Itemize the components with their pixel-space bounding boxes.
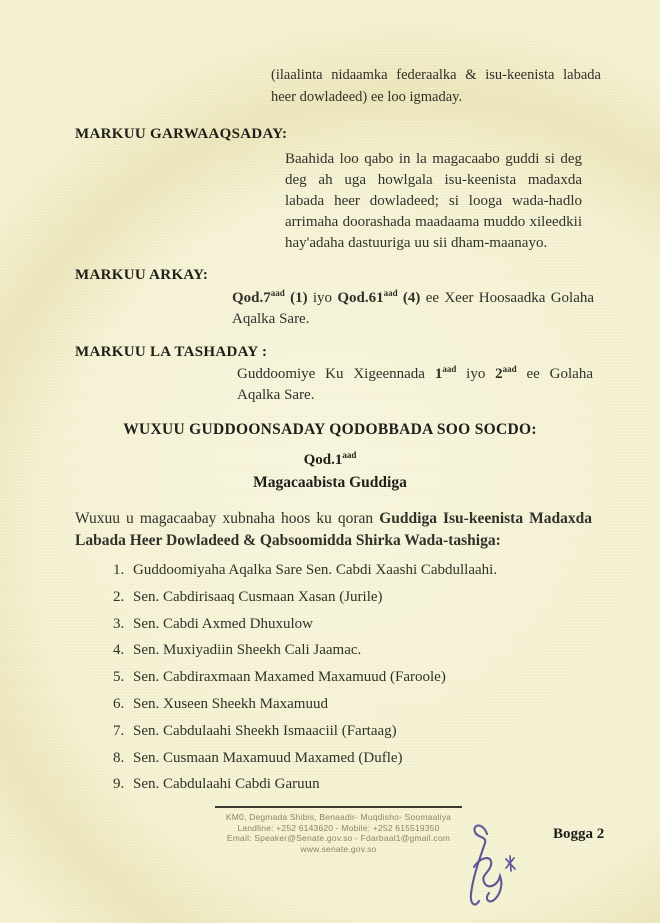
- list-item: [113, 561, 593, 588]
- clause-body-arkay: Qod.7$^{aad}$ (1) iyo Qod.61$^{aad}$ (4) ee Xeer Hoosaadka Golaha Aqalka Sare.: [232, 288, 595, 327]
- list-item: [113, 641, 593, 668]
- footer-phones: Landline: +252 6143620 - Mobile: +252 615519350: [237, 822, 440, 833]
- list-item-name: Sen. Cabdulaahi Sheekh Ismaaciil (Fartaag): [133, 722, 397, 739]
- list-item: [113, 695, 593, 722]
- footer-address: KM0, Degmada Shibis, Benaadir- Muqdisho- Soomaaliya: [225, 812, 452, 822]
- list-item: [113, 722, 593, 749]
- clause-continuation-text: (ilaalinta nidaamka federaalka & isu-keenista labada heer dowladeed) ee loo igmaday.: [271, 67, 601, 105]
- article-title: Magacaabista Guddiga: [253, 474, 407, 491]
- list-item-number: 1.: [113, 562, 125, 578]
- list-item-number: 3.: [113, 615, 125, 632]
- list-item-number: 2.: [113, 588, 125, 605]
- article-intro: Wuxuu u magacaabay xubnaha hoos ku qoran Guddiga Isu-keenista Madaxda Labada Heer Dowladeed & Qabsoomidda Shirka Wada-tashiga:: [75, 510, 592, 549]
- list-item: [113, 749, 593, 776]
- clause-heading-garwaaqsaday: MARKUU GARWAAQSADAY:: [75, 126, 288, 142]
- list-item-name: Sen. Muxiyadiin Sheekh Cali Jaamac.: [133, 642, 362, 659]
- list-item-number: 7.: [113, 722, 125, 739]
- list-item-name: Guddoomiyaha Aqalka Sare Sen. Cabdi Xaashi Cabdullaahi.: [133, 562, 498, 578]
- resolution-heading: WUXUU GUDDOONSADAY QODOBBADA SOO SOCDO:: [123, 421, 537, 438]
- list-item-name: Sen. Cabdulaahi Cabdi Garuun: [133, 776, 320, 793]
- clause-body-garwaaqsaday: Baahida loo qabo in la magacaabo guddi si deg deg ah uga howlgala isu-keenista madaxda labada heer dowladeed; si looga wada-hadlo arrimaha doorashada maadaama muddo xileedkii hay'adaha dastuuriga uu sii dham-maanayo.: [285, 151, 582, 251]
- list-item-name: Sen. Cabdi Axmed Dhuxulow: [133, 615, 313, 632]
- footer-website: www.senate.gov.so: [300, 843, 377, 854]
- list-item-number: 9.: [113, 776, 125, 793]
- article-number: Qod.1$^{aad}$: [303, 450, 357, 468]
- footer-divider: [215, 806, 462, 808]
- clause-body-tashaday: Guddoomiye Ku Xigeennada $1^{aad}$ iyo $2^{aad}$ ee Golaha Aqalka Sare.: [237, 364, 593, 403]
- list-item-name: Sen. Cabdirisaaq Cusmaan Xasan (Jurile): [133, 588, 383, 605]
- list-item: [113, 775, 593, 802]
- list-item-name: Sen. Cabdiraxmaan Maxamed Maxamuud (Faroole): [133, 669, 446, 686]
- clause-heading-arkay: MARKUU ARKAY:: [75, 267, 209, 283]
- list-item-name: Sen. Xuseen Sheekh Maxamuud: [133, 695, 328, 712]
- page-number: Bogga 2: [553, 826, 605, 842]
- member-list: [113, 561, 593, 802]
- list-item-number: 8.: [113, 749, 125, 766]
- signature-scribble: [448, 814, 532, 918]
- list-item: [113, 588, 593, 615]
- list-item-number: 4.: [113, 642, 125, 659]
- list-item-name: Sen. Cusmaan Maxamuud Maxamed (Dufle): [133, 749, 403, 766]
- list-item-number: 5.: [113, 669, 125, 686]
- clause-heading-tashaday: MARKUU LA TASHADAY :: [75, 344, 268, 360]
- list-item-number: 6.: [113, 695, 125, 712]
- list-item: [113, 668, 593, 695]
- list-item: [113, 615, 593, 642]
- footer-emails: Email: Speaker@Senate.gov.so - Fdarbaal1@gmail.com: [226, 833, 451, 843]
